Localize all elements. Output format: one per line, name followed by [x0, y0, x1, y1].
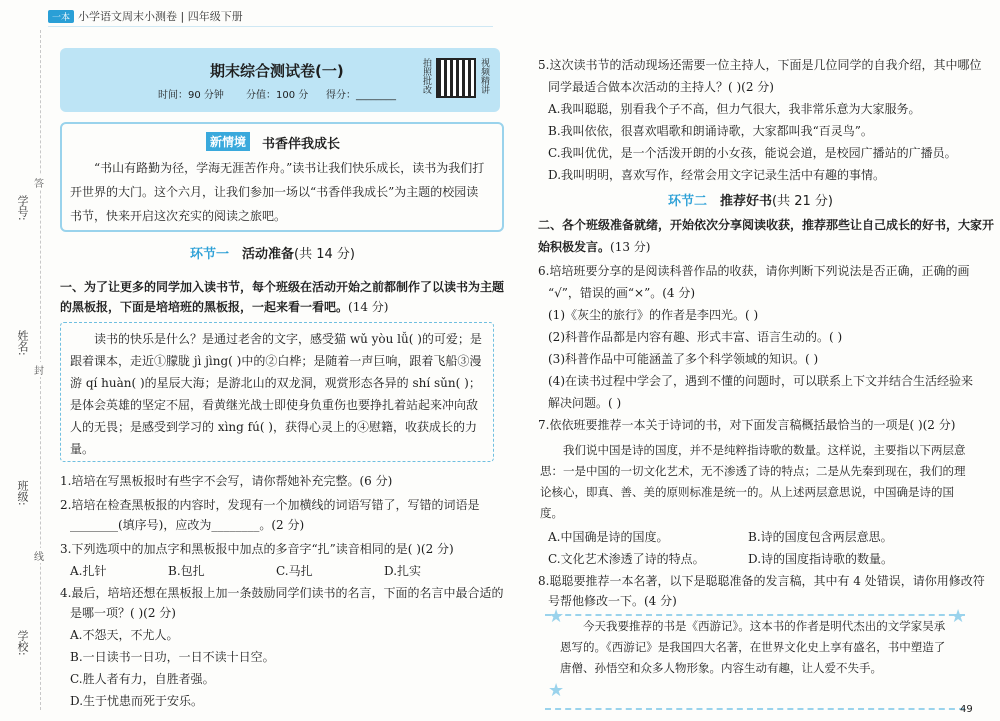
option-c[interactable]: C.文化艺术渗透了诗的特点。 [548, 552, 705, 566]
section-title: 活动准备 [242, 247, 295, 262]
question-4: 4.最后，培培还想在黑板报上加一条鼓励同学们读书的名言，下面的名言中最合适的 [60, 586, 504, 600]
question-6: 6.培培班要分享的是阅读科普作品的收获，请你判断下列说法是否正确，正确的画 [538, 264, 970, 278]
grade-name: 四年级下册 [187, 10, 243, 23]
option-d[interactable]: D.我叫明明，喜欢写作，经常会用文字记录生活中有趣的事情。 [548, 168, 886, 182]
question-3: 3.下列选项中的加点字和黑板报中加点的多音字“扎”读音相同的是( )(2 分) [60, 542, 454, 556]
brand-logo: 一本 [48, 10, 74, 23]
section-score: (共 21 分) [772, 194, 833, 209]
section-one-heading [190, 243, 355, 262]
q2-stem-text: 始积极发言。 [538, 240, 611, 254]
star-icon: ★ [548, 606, 565, 627]
school-label: 学校: [16, 630, 29, 656]
section-title: 推荐好书 [720, 194, 773, 209]
series-name: 小学语文周末小测卷 [78, 10, 178, 23]
exam-time: 时间：90 分钟 [158, 90, 224, 101]
speech-text: 今天我要推荐的书是《西游记》。这本书的作者是明代杰出的文学家吴承恩写的。《西游记》是我国四大名著，在世界文化史上享有盛名，书中塑造了唐僧、孙悟空和众多人物形象。内容生动有趣，让人爱不失手。 [560, 619, 946, 675]
binding-mark: 线 [34, 548, 44, 563]
question-2: 2.培培在检查黑板报的内容时，发现有一个加横线的词语写错了，写错的词语是 [60, 498, 480, 512]
q1-stem: 一、为了让更多的同学加入读书节，每个班级在活动开始之前都制作了以读书为主题 [60, 280, 505, 294]
option-c[interactable]: C.我叫优优，是一个活泼开朗的小女孩，能说会道，是校园广播站的广播员。 [548, 146, 957, 160]
question-5: 5.这次读书节的活动现场还需要一位主持人，下面是几位同学的自我介绍，其中哪位 [538, 58, 982, 72]
option-c[interactable]: C.马扎 [276, 564, 313, 578]
q2-score: (13 分) [610, 240, 651, 254]
option-a[interactable]: A.中国确是诗的国度。 [548, 530, 669, 544]
blackboard-text: 读书的快乐是什么？是通过老舍的文字，感受猫 wǔ yòu lǚ( )的可爱；是跟着课本，走近①朦胧 jì jìng( )中的②白桦；是随着一声巨响，跟着飞船③漫游 qí huàn( )的星辰大海；是游北山的双龙洞，观赏形态各异的 shí sǔn( )；是体会英雄的坚定不屈，看黄继光战士即使身负重伤也要挣扎着站起来冲向敌人的无畏；是感受到学习的 xìng fú( )，获得心灵上的④慰籍，收获成长的力量。 [70, 332, 482, 456]
question-6-line-2: “√”，错误的画“×”。(4 分) [548, 286, 696, 300]
binding-mark: 封 [34, 362, 44, 377]
page-header: 一本 小学语文周末小测卷 | 四年级下册 [48, 8, 243, 24]
question-2-blank[interactable]: ________(填序号)，应改为________。(2 分) [70, 518, 305, 532]
name-label: 姓名: [16, 330, 29, 356]
judge-item-line-2: 解决问题。( ) [548, 396, 622, 410]
scenario-tag: 新情境 [206, 132, 250, 151]
score-field-label: 得分： [326, 90, 356, 101]
judge-item[interactable]: (2)科普作品都是内容有趣、形式丰富、语言生动的。( ) [548, 330, 843, 344]
section-score: (共 14 分) [294, 247, 355, 262]
q1-stem-2 [60, 298, 388, 315]
judge-item[interactable]: (1)《灰尘的旅行》的作者是李四光。( ) [548, 308, 759, 322]
exam-score: 分值：100 分 [246, 90, 309, 101]
star-icon: ★ [548, 680, 565, 701]
score-field[interactable]: 得分：________ [326, 90, 396, 101]
question-5-line-2: 同学最适合做本次活动的主持人？( )(2 分) [548, 80, 774, 94]
page-title: 期末综合测试卷(一) [210, 62, 344, 80]
option-b[interactable]: B.诗的国度包含两层意思。 [748, 530, 893, 544]
binding-mark: 答 [34, 175, 44, 190]
option-b[interactable]: B.包扎 [168, 564, 205, 578]
class-label: 班级: [16, 480, 29, 506]
option-b[interactable]: B.我叫依依，很喜欢唱歌和朗诵诗歌，大家都叫我“百灵鸟”。 [548, 124, 873, 138]
intro-text: “书山有路勤为径，学海无涯苦作舟。”读书让我们快乐成长，读书为我们打开世界的大门。这个六月，让我们参加一场以“书香伴我成长”为主题的校园读书节，快来开启这次充实的阅读之旅吧。 [70, 161, 485, 223]
question-1: 1.培培在写黑板报时有些字不会写，请你帮她补充完整。(6 分) [60, 474, 393, 488]
q1-stem-text: 的黑板报，下面是培培班的黑板报，一起来看一看吧。 [60, 300, 349, 314]
option-a[interactable]: A.扎针 [70, 564, 107, 578]
question-4-line-2: 是哪一项？( )(2 分) [70, 606, 176, 620]
qr-code-icon[interactable] [436, 58, 476, 98]
option-d[interactable]: D.诗的国度指诗歌的数量。 [748, 552, 894, 566]
q2-stem-2 [538, 238, 650, 255]
star-icon: ★ [950, 606, 967, 627]
option-a[interactable]: A.我叫聪聪，别看我个子不高，但力气很大，我非常乐意为大家服务。 [548, 102, 921, 116]
question-8-line-2: 号帮他修改一下。(4 分) [548, 594, 677, 608]
qr-right-label: 视频精讲 [479, 58, 489, 94]
option-d[interactable]: D.扎实 [384, 564, 422, 578]
section-label: 环节一 [190, 247, 230, 262]
judge-item[interactable]: (3)科普作品中可能涵盖了多个科学领域的知识。( ) [548, 352, 819, 366]
qr-left-label: 拍照批改 [421, 58, 431, 94]
option-d[interactable]: D.生于忧患而死于安乐。 [70, 694, 204, 708]
intro-heading: 书香伴我成长 [262, 137, 341, 152]
question-7: 7.依依班要推荐一本关于诗词的书，对下面发言稿概括最恰当的一项是( )(2 分) [538, 418, 956, 432]
header-divider [48, 26, 493, 27]
section-two-heading [668, 190, 833, 209]
question-8: 8.聪聪要推荐一本名著，以下是聪聪准备的发言稿，其中有 4 处错误，请你用修改符 [538, 574, 985, 588]
student-number-label: 学号: [16, 195, 29, 221]
option-b[interactable]: B.一日读书一日功，一日不读十日空。 [70, 650, 275, 664]
section-label: 环节二 [668, 194, 708, 209]
q1-score: (14 分) [348, 300, 389, 314]
q2-stem: 二、各个班级准备就绪，开始依次分享阅读收获，推荐那些让自己成长的好书，大家开 [538, 218, 995, 232]
q7-passage: 我们说中国是诗的国度，并不是纯粹指诗歌的数量。这样说，主要指以下两层意思：一是中国的一切文化艺术，无不渗透了诗的特点；二是从先秦到现在，我们的理论核心，即真、善、美的原则标准是统一的。从上述两层意思说，中国确是诗的国度。 [540, 443, 966, 520]
page-number: 49 [960, 704, 973, 715]
judge-item[interactable]: (4)在读书过程中学会了，遇到不懂的问题时，可以联系上下文并结合生活经验来 [548, 374, 974, 388]
option-c[interactable]: C.胜人者有力，自胜者强。 [70, 672, 215, 686]
option-a[interactable]: A.不怨天，不尤人。 [70, 628, 179, 642]
